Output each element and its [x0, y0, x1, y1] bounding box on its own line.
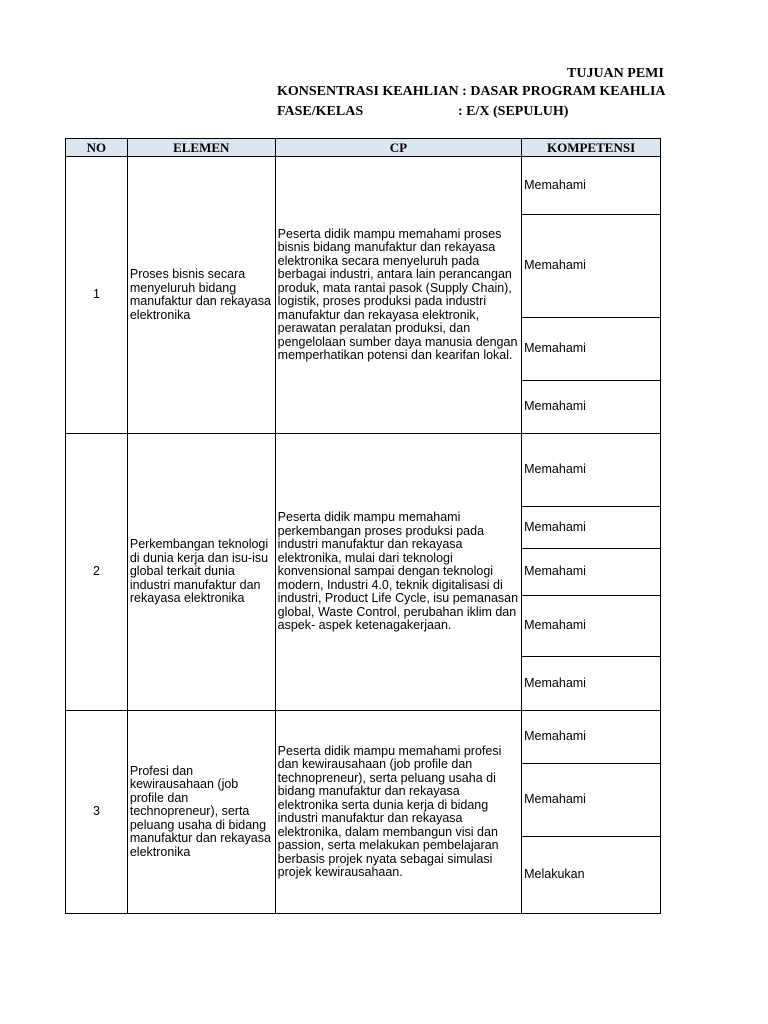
row-2-no: 2 — [66, 434, 128, 711]
row-2-kompetensi-1: Memahami — [522, 434, 661, 507]
row-1-kompetensi-1: Memahami — [522, 157, 661, 215]
document-title: TUJUAN PEMI — [567, 66, 664, 81]
row-1-elemen: Proses bisnis secara menyeluruh bidang manufaktur dan rekayasa elektronika — [127, 157, 275, 434]
col-header-elemen: ELEMEN — [127, 139, 275, 157]
row-3-kompetensi-3: Melakukan — [522, 837, 661, 914]
col-header-no: NO — [66, 139, 128, 157]
fase-kelas-label: FASE/KELAS — [277, 104, 364, 119]
row-1-kompetensi-2: Memahami — [522, 215, 661, 318]
row-1-kompetensi-3: Memahami — [522, 318, 661, 381]
row-2-elemen: Perkembangan teknologi di dunia kerja dan isu-isu global terkait dunia industri manufaktur dan rekayasa elektronika — [127, 434, 275, 711]
fase-kelas-value: : E/X (SEPULUH) — [458, 104, 569, 119]
konsentrasi-keahlian-line: KONSENTRASI KEAHLIAN : DASAR PROGRAM KEAHLIA — [277, 84, 666, 99]
tujuan-pembelajaran-table — [65, 138, 661, 914]
table-row — [66, 434, 661, 507]
row-2-cp: Peserta didik mampu memahami perkembangan proses produksi pada industri manufaktur dan rekayasa elektronika, mulai dari teknologi konvensional sampai dengan teknologi modern, Industri 4.0, teknik digitalisasi di industri, Product Life Cycle, isu pemanasan global, Waste Control, perubahan iklim dan aspek- aspek ketenagakerjaan. — [275, 434, 521, 711]
row-2-kompetensi-5: Memahami — [522, 657, 661, 711]
table-row — [66, 157, 661, 215]
row-2-kompetensi-3: Memahami — [522, 549, 661, 596]
table-row — [66, 711, 661, 764]
row-1-kompetensi-4: Memahami — [522, 381, 661, 434]
row-3-kompetensi-2: Memahami — [522, 764, 661, 837]
table-header-row — [66, 139, 661, 157]
col-header-cp: CP — [275, 139, 521, 157]
row-1-cp: Peserta didik mampu memahami proses bisnis bidang manufaktur dan rekayasa elektronika secara menyeluruh pada berbagai industri, antara lain perancangan produk, mata rantai pasok (Supply Chain), logistik, proses produksi pada industri manufaktur dan rekayasa elektronik, perawatan peralatan produksi, dan pengelolaan sumber daya manusia dengan memperhatikan potensi dan kearifan lokal. — [275, 157, 521, 434]
row-2-kompetensi-4: Memahami — [522, 596, 661, 657]
row-1-no: 1 — [66, 157, 128, 434]
row-3-no: 3 — [66, 711, 128, 914]
row-3-cp: Peserta didik mampu memahami profesi dan kewirausahaan (job profile dan technopreneur), serta peluang usaha di bidang manufaktur dan rekayasa elektronika serta dunia kerja di bidang industri manufaktur dan rekayasa elektronika, dalam membangun visi dan passion, serta melakukan pembelajaran berbasis projek nyata sebagai simulasi projek kewirausahaan. — [275, 711, 521, 914]
row-2-kompetensi-2: Memahami — [522, 507, 661, 549]
row-3-elemen: Profesi dan kewirausahaan (job profile dan technopreneur), serta peluang usaha di bidang manufaktur dan rekayasa elektronika — [127, 711, 275, 914]
col-header-kompetensi: KOMPETENSI — [522, 139, 661, 157]
row-3-kompetensi-1: Memahami — [522, 711, 661, 764]
